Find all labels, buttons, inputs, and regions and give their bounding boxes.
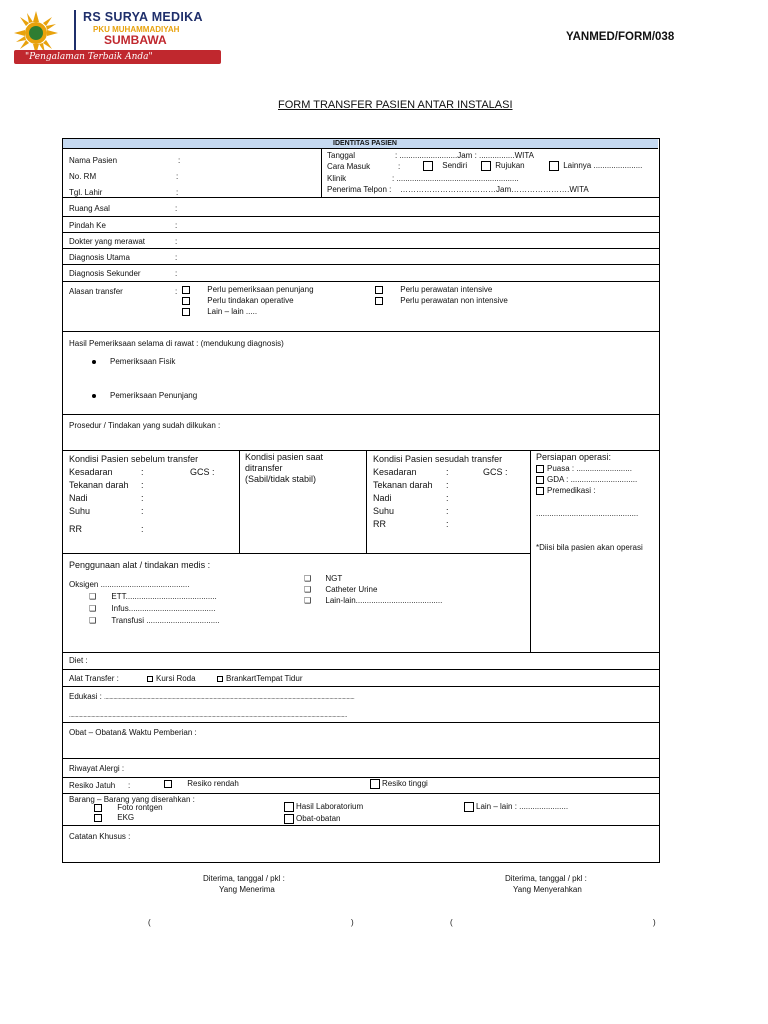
bullet-icon xyxy=(92,360,96,364)
foto-label: Foto rontgen xyxy=(117,803,163,812)
alat-ett[interactable] xyxy=(89,592,217,602)
alat-title: Penggunaan alat / tindakan medis : xyxy=(69,560,211,570)
sesudah-rr: RR xyxy=(373,519,386,529)
diag-sekunder-label: Diagnosis Sekunder xyxy=(69,269,141,278)
cara-masuk-colon: : xyxy=(398,162,401,171)
form-title: FORM TRANSFER PASIEN ANTAR INSTALASI xyxy=(278,99,513,111)
sesudah-gcs: GCS : xyxy=(483,467,508,477)
checkbox-icon[interactable] xyxy=(164,780,172,788)
penerima-label: Penerima Telpon : xyxy=(327,185,392,194)
ttd-right-open: ( xyxy=(450,918,453,927)
sesudah-nadi: Nadi xyxy=(373,493,392,503)
sebelum-kesadaran-colon: : xyxy=(141,467,144,477)
barang-ekg[interactable] xyxy=(94,813,134,823)
checkbox-icon[interactable] xyxy=(481,161,491,171)
row-divider xyxy=(62,216,659,217)
tagline: "Pengalaman Terbaik Anda" xyxy=(25,52,153,62)
sesudah-suhu-colon: : xyxy=(446,506,449,516)
kondisi-divider xyxy=(530,450,531,652)
ttd-left-close: ) xyxy=(351,918,354,927)
row-divider xyxy=(62,553,531,554)
alasan-opt-label: Lain – lain ..... xyxy=(207,307,258,316)
row-divider xyxy=(62,331,659,332)
cara-masuk-sendiri[interactable] xyxy=(423,161,467,171)
checkbox-icon[interactable]: ❑ xyxy=(304,596,312,605)
alasan-label: Alasan transfer xyxy=(69,287,123,296)
org-name: PKU MUHAMMADIYAH xyxy=(93,25,180,34)
gda-label: GDA : .............................. xyxy=(547,475,638,484)
infus-label: Infus....................................... xyxy=(111,604,216,613)
sebelum-suhu: Suhu xyxy=(69,506,91,516)
ett-label: ETT......................................... xyxy=(111,592,217,601)
sebelum-tekanan-colon: : xyxy=(141,480,144,490)
alasan-opt-label: Perlu perawatan non intensive xyxy=(400,296,508,305)
row-divider xyxy=(62,232,659,233)
hospital-name: RS SURYA MEDIKA xyxy=(83,10,203,24)
hospital-logo xyxy=(11,8,223,66)
sesudah-tekanan: Tekanan darah xyxy=(373,480,433,490)
lainnya-label: Lainnya ...................... xyxy=(563,161,643,171)
barang-foto[interactable] xyxy=(94,803,163,813)
barang-obat[interactable] xyxy=(284,814,340,824)
kondisi-divider xyxy=(239,450,240,553)
barang-lab[interactable] xyxy=(284,802,363,812)
klinik-label: Klinik xyxy=(327,174,347,183)
row-divider xyxy=(62,414,659,415)
resiko-tinggi[interactable] xyxy=(370,779,428,789)
sebelum-tekanan: Tekanan darah xyxy=(69,480,129,490)
checkbox-icon[interactable] xyxy=(375,286,383,294)
nama-colon: : xyxy=(178,156,181,165)
edukasi-line-2[interactable]: ................................................................................................................................................................................................................... xyxy=(69,713,347,719)
form-table xyxy=(62,138,660,863)
alat-lain-label: Lain-lain....................................... xyxy=(325,596,443,605)
alasan-opt-penunjang[interactable] xyxy=(182,285,314,295)
sebelum-nadi-colon: : xyxy=(141,493,144,503)
catatan-label: Catatan Khusus : xyxy=(69,832,131,841)
alasan-opt-non-intensive[interactable] xyxy=(375,296,508,306)
checkbox-icon[interactable] xyxy=(536,487,544,495)
city-name: SUMBAWA xyxy=(104,33,167,47)
cara-masuk-lainnya[interactable] xyxy=(549,161,642,171)
sesudah-kesadaran: Kesadaran xyxy=(373,467,417,477)
sebelum-rr: RR xyxy=(69,524,82,534)
kondisi-sebelum-title: Kondisi Pasien sebelum transfer xyxy=(69,454,199,464)
alasan-opt-label: Perlu pemeriksaan penunjang xyxy=(207,285,314,294)
checkbox-icon[interactable] xyxy=(182,297,190,305)
sesudah-rr-colon: : xyxy=(446,519,449,529)
kondisi-saat-sub: (Sabil/tidak stabil) xyxy=(245,474,317,484)
rujukan-label: Rujukan xyxy=(495,161,525,171)
row-divider xyxy=(62,248,659,249)
kondisi-divider xyxy=(366,450,367,553)
tanggal-label: Tanggal xyxy=(327,151,356,160)
hasil-penunjang xyxy=(92,391,197,401)
barang-lain-label: Lain – lain : ...................... xyxy=(476,802,569,812)
checkbox-icon[interactable] xyxy=(423,161,433,171)
row-divider xyxy=(62,197,659,198)
row-divider xyxy=(62,669,659,670)
ttd-left-open: ( xyxy=(148,918,151,927)
sesudah-tekanan-colon: : xyxy=(446,480,449,490)
brankart-label: BrankartTempat Tidur xyxy=(226,674,303,683)
resiko-label: Resiko Jatuh xyxy=(69,781,116,790)
fisik-label: Pemeriksaan Fisik xyxy=(110,357,176,366)
barang-label: Barang – Barang yang diserahkan : xyxy=(69,795,195,804)
row-divider xyxy=(62,652,659,653)
catheter-label: Catheter Urine xyxy=(325,585,378,594)
alasan-colon: : xyxy=(175,287,178,296)
identitas-divider xyxy=(321,148,322,197)
barang-obat-label: Obat-obatan xyxy=(296,814,341,824)
rendah-label: Resiko rendah xyxy=(187,779,239,788)
persiapan-dots[interactable]: .............................................. xyxy=(536,509,639,518)
lahir-colon: : xyxy=(176,188,179,197)
resiko-rendah[interactable] xyxy=(164,779,239,789)
checkbox-icon[interactable]: ❑ xyxy=(89,592,97,601)
sebelum-gcs: GCS : xyxy=(190,467,215,477)
checkbox-icon[interactable] xyxy=(375,297,383,305)
bullet-icon xyxy=(92,394,96,398)
tinggi-label: Resiko tinggi xyxy=(382,779,428,789)
row-divider xyxy=(62,264,659,265)
checkbox-icon[interactable] xyxy=(536,465,544,473)
alasan-opt-label: Perlu tindakan operative xyxy=(207,296,294,305)
persiapan-premed[interactable] xyxy=(536,486,595,496)
row-divider xyxy=(62,777,659,778)
alasan-opt-operative[interactable] xyxy=(182,296,294,306)
logo-divider xyxy=(74,10,76,54)
lab-label: Hasil Laboratorium xyxy=(296,802,364,812)
persiapan-note: *Diisi bila pasien akan operasi xyxy=(536,543,643,552)
resiko-colon: : xyxy=(128,781,131,790)
diag-sekunder-colon: : xyxy=(175,269,178,278)
sesudah-nadi-colon: : xyxy=(446,493,449,503)
checkbox-icon[interactable] xyxy=(464,802,474,812)
sendiri-label: Sendiri xyxy=(442,161,468,171)
checkbox-icon[interactable]: ❑ xyxy=(304,574,312,583)
tanggal-value[interactable]: : ..........................Jam : ................WITA xyxy=(395,151,534,160)
alat-transfer-brankart[interactable] xyxy=(217,674,302,684)
checkbox-icon[interactable] xyxy=(147,676,153,682)
pindah-ke-label: Pindah Ke xyxy=(69,221,106,230)
checkbox-icon[interactable] xyxy=(217,676,223,682)
rm-label: No. RM xyxy=(69,172,97,181)
sebelum-nadi: Nadi xyxy=(69,493,88,503)
checkbox-icon[interactable] xyxy=(284,802,294,812)
persiapan-gda[interactable] xyxy=(536,475,637,485)
kondisi-sesudah-title: Kondisi Pasien sesudah transfer xyxy=(373,454,503,464)
rm-colon: : xyxy=(176,172,179,181)
ttd-right-date: Diterima, tanggal / pkl : xyxy=(505,874,587,883)
cara-masuk-rujukan[interactable] xyxy=(481,161,525,171)
kondisi-saat-title: Kondisi pasien saat ditransfer xyxy=(245,452,324,473)
ekg-label: EKG xyxy=(117,813,135,822)
edukasi-line-1[interactable]: .............................................................................................................................................................................................. xyxy=(104,695,355,701)
puasa-label: Puasa : ......................... xyxy=(547,464,632,473)
transfusi-label: Transfusi ................................. xyxy=(111,616,220,625)
ttd-left-role: Yang Menerima xyxy=(219,885,275,894)
checkbox-icon[interactable] xyxy=(182,286,190,294)
nama-label: Nama Pasien xyxy=(69,156,118,165)
edukasi-label-text: Edukasi : xyxy=(69,692,102,701)
prosedur-label: Prosedur / Tindakan yang sudah dilkukan : xyxy=(69,421,221,430)
checkbox-icon[interactable]: ❑ xyxy=(304,585,312,594)
row-divider xyxy=(62,825,659,826)
cara-masuk-label: Cara Masuk xyxy=(327,162,371,171)
sebelum-suhu-colon: : xyxy=(141,506,144,516)
row-divider xyxy=(62,450,659,451)
alat-lain[interactable] xyxy=(304,596,442,606)
ruang-asal-colon: : xyxy=(175,204,178,213)
alat-ngt[interactable] xyxy=(304,574,342,584)
row-divider xyxy=(62,758,659,759)
alasan-opt-label: Perlu perawatan intensive xyxy=(400,285,493,294)
checkbox-icon[interactable]: ❑ xyxy=(89,604,97,613)
checkbox-icon[interactable] xyxy=(549,161,559,171)
sebelum-rr-colon: : xyxy=(141,524,144,534)
checkbox-icon[interactable] xyxy=(94,814,102,822)
alasan-opt-lain[interactable] xyxy=(182,307,257,317)
row-divider xyxy=(62,686,659,687)
barang-lain[interactable] xyxy=(464,802,568,812)
ttd-left-date: Diterima, tanggal / pkl : xyxy=(203,874,285,883)
alat-infus[interactable] xyxy=(89,604,215,614)
alat-transfer-kursi[interactable] xyxy=(147,674,196,684)
alat-transfer-label: Alat Transfer : xyxy=(69,674,119,683)
ttd-right-role: Yang Menyerahkan xyxy=(513,885,582,894)
diag-utama-colon: : xyxy=(175,253,178,262)
edukasi-label xyxy=(69,692,354,703)
persiapan-puasa[interactable] xyxy=(536,464,632,474)
persiapan-title: Persiapan operasi: xyxy=(536,452,612,462)
sebelum-kesadaran: Kesadaran xyxy=(69,467,113,477)
dokter-colon: : xyxy=(175,237,178,246)
ttd-right-close: ) xyxy=(653,918,656,927)
checkbox-icon[interactable] xyxy=(536,476,544,484)
checkbox-icon[interactable]: ❑ xyxy=(89,616,97,625)
alasan-opt-intensive[interactable] xyxy=(375,285,492,295)
checkbox-icon[interactable] xyxy=(94,804,102,812)
sesudah-suhu: Suhu xyxy=(373,506,395,516)
lahir-label: Tgl. Lahir xyxy=(69,188,103,197)
klinik-value[interactable]: : ....................................................... xyxy=(392,174,519,183)
penunjang-label: Pemeriksaan Penunjang xyxy=(110,391,198,400)
checkbox-icon[interactable] xyxy=(370,779,380,789)
penerima-value[interactable]: ………………………………Jam………………….WITA xyxy=(400,185,589,194)
premed-label: Premedikasi : xyxy=(547,486,596,495)
form-code: YANMED/FORM/038 xyxy=(566,31,675,43)
pindah-ke-colon: : xyxy=(175,221,178,230)
hasil-label: Hasil Pemeriksaan selama di rawat : (mendukung diagnosis) xyxy=(69,339,284,348)
checkbox-icon[interactable] xyxy=(182,308,190,316)
alat-oksigen[interactable]: Oksigen ........................................ xyxy=(69,580,190,589)
ngt-label: NGT xyxy=(325,574,343,583)
row-divider xyxy=(62,281,659,282)
diet-label: Diet : xyxy=(69,656,88,665)
checkbox-icon[interactable] xyxy=(284,814,294,824)
hasil-fisik xyxy=(92,357,175,367)
sesudah-kesadaran-colon: : xyxy=(446,467,449,477)
row-divider xyxy=(62,722,659,723)
obat-label: Obat – Obatan& Waktu Pemberian : xyxy=(69,728,197,737)
identitas-header: IDENTITAS PASIEN xyxy=(333,140,397,147)
alat-transfusi[interactable] xyxy=(89,616,220,626)
row-divider xyxy=(62,793,659,794)
dokter-label: Dokter yang merawat xyxy=(69,237,146,246)
diag-utama-label: Diagnosis Utama xyxy=(69,253,130,262)
kursi-label: Kursi Roda xyxy=(156,674,196,683)
alat-catheter[interactable] xyxy=(304,585,377,595)
ruang-asal-label: Ruang Asal xyxy=(69,204,110,213)
alergi-label: Riwayat Alergi : xyxy=(69,764,125,773)
